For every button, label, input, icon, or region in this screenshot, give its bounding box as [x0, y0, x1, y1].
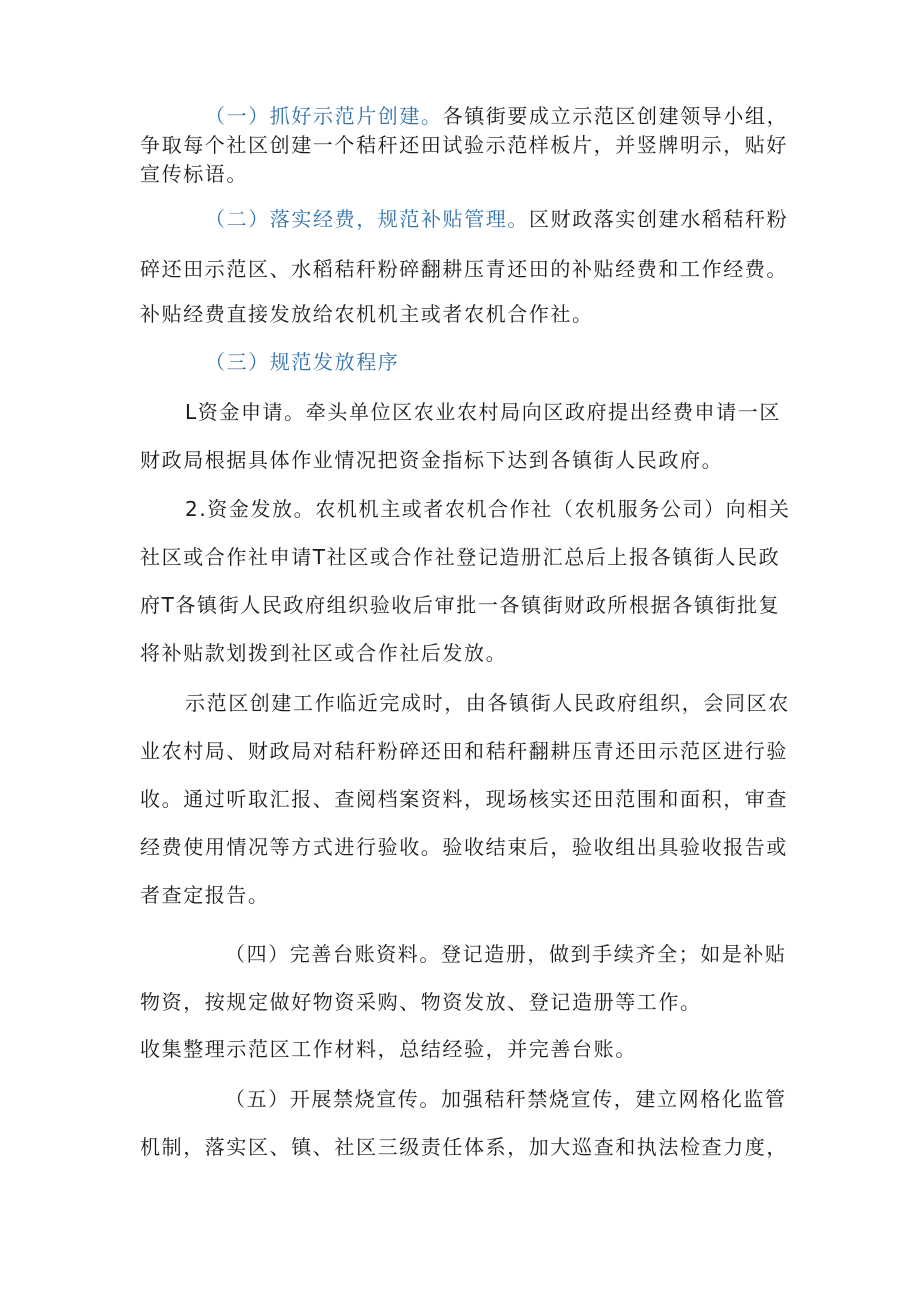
paragraph-4-line-2: 财政局根据具体作业情况把资金指标下达到各镇街人民政府。: [140, 448, 724, 472]
paragraph-1-text: 各镇街要成立示范区创建领导小组，: [442, 104, 789, 128]
paragraph-2-text: 区财政落实创建水稻秸秆粉: [529, 207, 789, 231]
paragraph-1-line-1: [205, 102, 788, 130]
paragraph-8-line-1: （五）开展禁烧宣传。加强秸秆禁烧宣传，建立网格化监管: [225, 1087, 787, 1111]
paragraph-8-line-2: 机制，落实区、镇、社区三级责任体系，加大巡查和执法检查力度，: [140, 1135, 788, 1159]
paragraph-7-line-1: （四）完善台账资料。登记造册，做到手续齐全；如是补贴: [225, 942, 787, 966]
paragraph-5-line-1: 2.资金发放。农机机主或者农机合作社（农机服务公司）向相关: [185, 497, 791, 521]
section-heading-3: （三）规范发放程序: [205, 350, 400, 374]
paragraph-5-line-4: 将补贴款划拨到社区或合作社后发放。: [140, 641, 508, 665]
paragraph-1-line-2: 争取每个社区创建一个秸秆还田试验示范样板片，并竖牌明示，贴好: [140, 133, 788, 157]
paragraph-5-line-3: 府T各镇街人民政府组织验收后审批一各镇街财政所根据各镇街批复: [140, 593, 781, 617]
paragraph-6-line-2: 业农村局、财政局对秸秆粉碎还田和秸秆翻耕压青还田示范区进行验: [140, 739, 788, 763]
paragraph-5-line-2: 社区或合作社申请T社区或合作社登记造册汇总后上报各镇街人民政: [140, 545, 781, 569]
paragraph-4-line-1: L资金申请。牵头单位区农业农村局向区政府提出经费申请一区: [185, 400, 781, 424]
paragraph-6-line-3: 收。通过听取汇报、查阅档案资料，现场核实还田范围和面积，审查: [140, 787, 788, 811]
paragraph-2-line-3: 补贴经费直接发放给农机机主或者农机合作社。: [140, 302, 594, 326]
paragraph-6-line-1: 示范区创建工作临近完成时，由各镇街人民政府组织，会同区农: [185, 691, 790, 715]
paragraph-6-line-4: 经费使用情况等方式进行验收。验收结束后，验收组出具验收报告或: [140, 835, 788, 859]
paragraph-7-line-3: 收集整理示范区工作材料，总结经验，并完善台账。: [140, 1037, 637, 1061]
section-heading-1: （一）抓好示范片创建。: [205, 104, 443, 128]
section-heading-2: （二）落实经费，规范补贴管理。: [205, 207, 529, 231]
paragraph-2-line-1: [205, 205, 788, 233]
paragraph-6-line-5: 者查定报告。: [140, 883, 270, 907]
paragraph-2-line-2: 碎还田示范区、水稻秸秆粉碎翻耕压青还田的补贴经费和工作经费。: [140, 257, 788, 281]
paragraph-7-line-2: 物资，按规定做好物资采购、物资发放、登记造册等工作。: [140, 990, 702, 1014]
paragraph-1-line-3: 宣传标语。: [140, 162, 248, 186]
